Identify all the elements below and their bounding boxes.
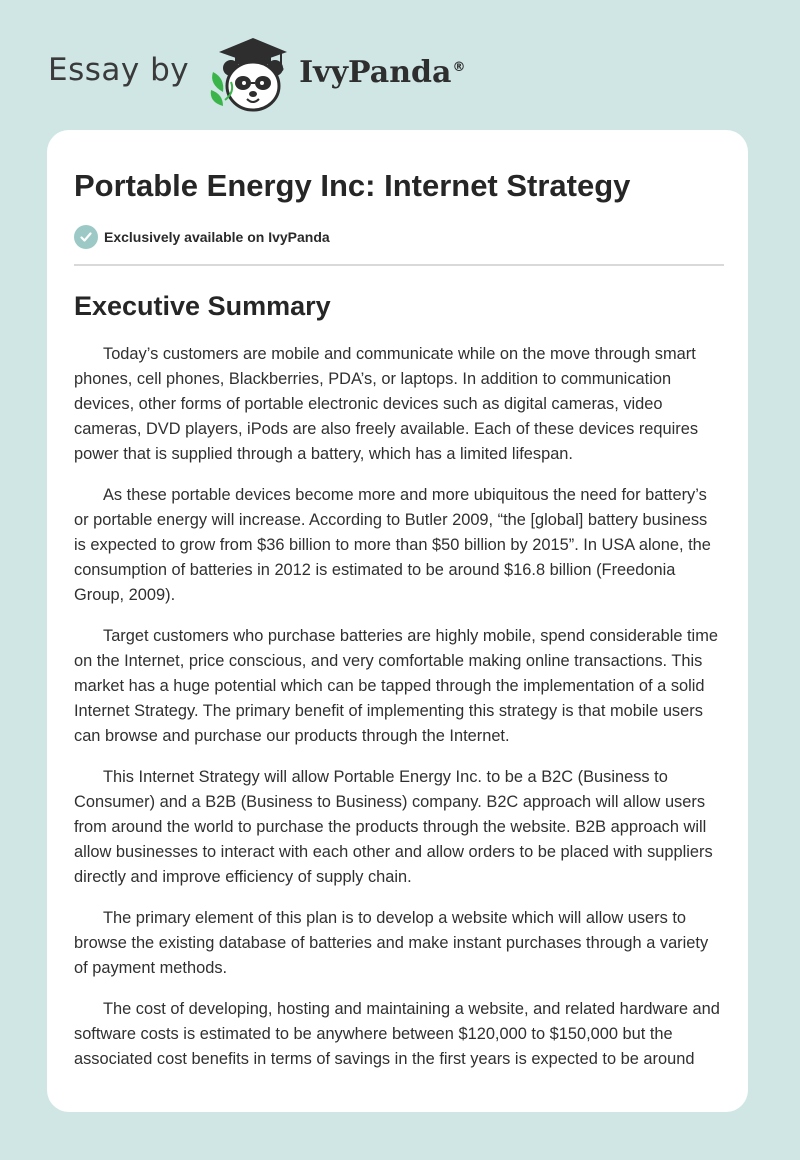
paragraph: Target customers who purchase batteries are highly mobile, spend considerable time on the Internet, price conscious, and very comfortable making online transactions. This market has a huge potential which can be tapped through the implementation of a solid Internet Strategy. The primary benefit of implementing this strategy is that mobile users can browse and purchase our products through the Internet.	[74, 627, 718, 745]
exclusive-badge	[74, 224, 722, 250]
brand-name[interactable]: IvyPanda®	[299, 54, 466, 90]
page-title: Portable Energy Inc: Internet Strategy	[74, 168, 631, 203]
paragraph: This Internet Strategy will allow Portable Energy Inc. to be a B2C (Business to Consumer) and a B2B (Business to Business) company. B2C approach will allow users from around the world to purchase the products through the website. B2B approach will allow businesses to interact with each other and allow orders to be placed with suppliers directly and improve efficiency of supply chain.	[74, 768, 713, 886]
exclusive-badge-text: Exclusively available on IvyPanda	[104, 229, 330, 245]
checkmark-icon	[74, 225, 98, 249]
paragraph: Today’s customers are mobile and communicate while on the move through smart phones, cell phones, Blackberries, PDA’s, or laptops. In addition to communication devices, other forms of portable electronic devices such as digital cameras, video cameras, DVD players, iPods are also freely available. Each of these devices requires power that is supplied through a battery, which has a limited lifespan.	[74, 345, 699, 463]
essay-card	[47, 130, 748, 1112]
section-heading: Executive Summary	[74, 291, 331, 321]
paragraph: As these portable devices become more and more ubiquitous the need for battery’s or portable energy will increase. According to Butler 2009, “the [global] battery business is expected to grow from $36 billion to more than $50 billion by 2015”. In USA alone, the consumption of batteries in 2012 is estimated to be around $16.8 billion (Freedonia Group, 2009).	[74, 486, 711, 604]
essay-body	[74, 342, 722, 1072]
site-header	[48, 34, 465, 114]
essay-by-label: Essay by	[48, 52, 190, 88]
title-divider	[74, 264, 724, 266]
paragraph: The primary element of this plan is to develop a website which will allow users to browse the existing database of batteries and make instant purchases through a variety of payment methods.	[74, 909, 709, 977]
paragraph: The cost of developing, hosting and maintaining a website, and related hardware and software costs is estimated to be anywhere between $120,000 to $150,000 but the associated cost benefits in terms of savings in the first years is expected to be around	[74, 1000, 720, 1068]
registered-mark: ®	[452, 59, 466, 75]
panda-logo-icon[interactable]	[205, 34, 291, 114]
